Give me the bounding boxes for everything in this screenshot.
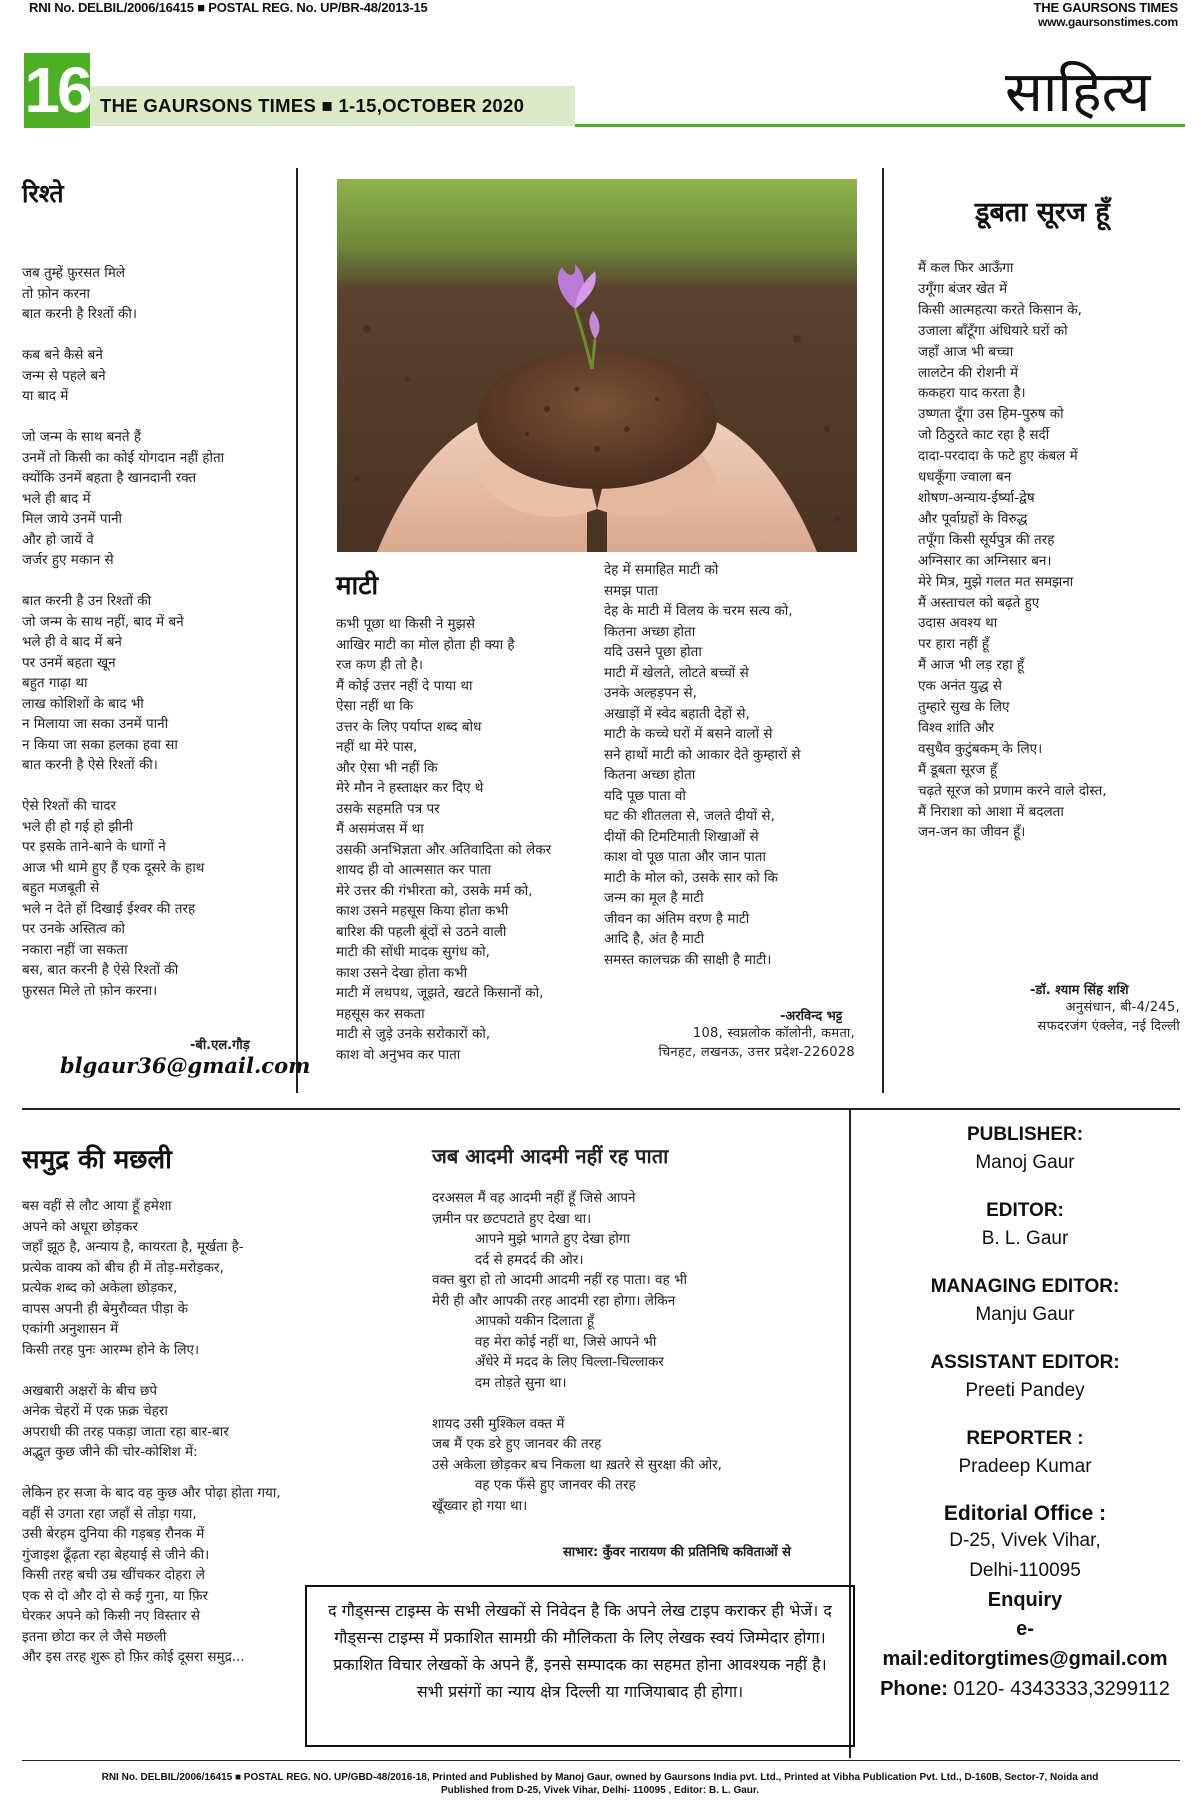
footer-divider [22, 1760, 1180, 1761]
author-doobta-sooraj: -डॉ. श्याम सिंह शशि [1030, 983, 1129, 998]
poem-aadmi: दरअसल मैं वह आदमी नहीं हूँ जिसे आपने ज़मीन पर छटपटाते हुए देखा था। आपने मुझे भागते हुए देखा होगा दर्द से हमदर्द की ओर। वक्त बुरा हो तो आदमी आदमी नहीं रह पाता। वह भी मेरी ही और आपकी तरह आदमी रहा होगा। लेकिन आपको यकीन दिलाता हूँ वह मेरा कोई नहीं था, जिसे आपने भी अँधेरे में मदद के लिए चिल्ला-चिल्लाकर दम तोड़ते सुना था। शायद उसी मुश्किल वक्त में जब मैं एक डरे हुए जानवर की तरह उसे अकेला छोड़कर बच निकला था ख़तरे से सुरक्षा की ओर, वह एक फँसे हुए जानवर की तरह खूँख्वार हो गया था। [432, 1190, 722, 1514]
website: www.gaursonstimes.com [1037, 15, 1178, 29]
author-maati: -अरविन्द भट्ट [780, 1009, 843, 1024]
contact-phone [880, 1674, 1170, 1704]
staff-name: Manju Gaur [975, 1304, 1075, 1325]
staff-name: Pradeep Kumar [958, 1456, 1092, 1477]
page-number: 16 [24, 54, 90, 126]
staff-box [880, 1123, 1170, 1704]
paper-name: THE GAURSONS TIMES [1033, 0, 1178, 15]
poem-maati-column-2: देह में समाहित माटी को समझ पाता देह के माटी में विलय के चरम सत्य को, कितना अच्छा होता यदि उसने पूछा होता माटी में खेलते, लोटते बच्चों से उनके अल्हड़पन से, अखाड़ों में स्वेद बहाती देहों से, माटी के कच्चे घरों में बसने वालों से सने हाथों माटी को आकार देते कुम्हारों से कितना अच्छा होता यदि पूछ पाता वो घट की शीतलता से, जलते दीयों से, दीयों की टिमटिमाती शिखाओं से काश वो पूछ पाता और जान पाता माटी के मोल को, उसके सार को कि जन्म का मूल है माटी जीवन का अंतिम वरण है माटी आदि है, अंत है माटी समस्त कालचक्र की साक्षी है माटी। [604, 562, 801, 968]
staff-role: PUBLISHER: [966, 1124, 1084, 1145]
soil-hands-photo [337, 179, 857, 552]
poem-machhli: बस वहीं से लौट आया हूँ हमेशा अपने को अधूरा छोड़कर जहाँ झूठ है, अन्याय है, कायरता है, मूर्खता है- प्रत्येक वाक्य को बीच ही में तोड़-मरोड़कर, प्रत्येक शब्द को अकेला छोड़कर, वापस अपनी ही बेमुरौव्वत पीड़ा के एकांगी अनुशासन में किसी तरह पुनः आरम्भ होने के लिए। अखबारी अक्षरों के बीच छपे अनेक चेहरों में एक फ़क्र चेहरा अपराधी की तरह पकड़ा जाता रहा बार-बार अद्भुत कुछ जीने की चोर-कोशिश में: लेकिन हर सजा के बाद वह कुछ और पोढ़ा होता गया, वहीं से उगता रहा जहाँ से तोड़ा गया, उसी बेरहम दुनिया की गड़बड़ रौनक में गुंजाइश ढूँढ़ता रहा बेहयाई से जीने की। किसी तरह बची उम्र खींचकर दोहरा ले एक से दो और दो से कई गुना, या फ़िर घेरकर अपने को किसी नए विस्तार से इतना छोटा कर ले जैसे मछली और इस तरह शुरू हो फ़िर कोई दूसरा समुद्र... [22, 1198, 281, 1665]
column-divider [882, 168, 884, 1093]
enquiry-heading: Enquiry [987, 1589, 1063, 1611]
author-email: blgaur36@gmail.com [60, 1053, 311, 1078]
staff-role: REPORTER : [966, 1428, 1084, 1449]
author-rishte: -बी.एल.गौड़ [190, 1038, 250, 1053]
column-divider [296, 168, 298, 1093]
poem-title-doobta-sooraj: डूबता सूरज हूँ [975, 197, 1110, 228]
poem-rishte: जब तुम्हें फ़ुरसत मिले तो फ़ोन करना बात करनी है रिश्तों की। कब बने कैसे बने जन्म से पहले बने या बाद में जो जन्म के साथ बनते हैं उनमें तो किसी का कोई योगदान नहीं होता क्योंकि उनमें बहता है खानदानी रक्त भले ही बाद में मिल जाये उनमें पानी और हो जायें वे जर्जर हुए मकान से बात करनी है उन रिश्तों की जो जन्म के साथ नहीं, बाद में बने भले ही वे बाद में बने पर उनमें बहता खून बहुत गाढ़ा था लाख कोशिशों के बाद भी न मिलाया जा सका उनमें पानी न किया जा सका हलका हवा सा बात करनी है ऐसे रिश्तों की। ऐसे रिश्तों की चादर भले ही हो गई हो झीनी पर इसके ताने-बाने के धागों ने आज भी थामे हुए हैं एक दूसरे के हाथ बहुत मजबूती से भले न देते हों दिखाई ईश्वर की तरह पर उनके अस्तित्व को नकारा नहीं जा सकता बस, बात करनी है ऐसे रिश्तों की फ़ुरसत मिले तो फ़ोन करना। [22, 265, 225, 999]
poem-title-aadmi: जब आदमी आदमी नहीं रह पाता [432, 1144, 669, 1168]
contact-email[interactable] [880, 1614, 1170, 1674]
author-address-maati: 108, स्वप्नलोक कॉलोनी, कमता, चिनहट, लखनऊ, उत्तर प्रदेश-226028 [658, 1026, 855, 1060]
print-imprint [30, 1771, 1170, 1797]
staff-name: Manoj Gaur [975, 1152, 1075, 1173]
poem-title-machhli: समुद्र की मछली [22, 1145, 172, 1175]
office-address-line: D-25, Vivek Vihar, [949, 1530, 1101, 1551]
masthead: THE GAURSONS TIMES ■ 1-15,OCTOBER 2020 [90, 86, 575, 126]
office-heading: Editorial Office : [943, 1502, 1107, 1525]
author-address-doobta: अनुसंधान, बी-4/245, सफदरजंग एंक्लेव, नई दिल्ली [1037, 1000, 1180, 1034]
staff-name: Preeti Pandey [965, 1380, 1085, 1401]
poem-title-maati: माटी [336, 571, 379, 601]
poem-credit: साभार: कुँवर नारायण की प्रतिनिधि कविताओं से [563, 1545, 791, 1560]
staff-name: B. L. Gaur [981, 1228, 1069, 1249]
section-title: साहित्य [1005, 60, 1151, 125]
section-divider [22, 1108, 1180, 1110]
poem-maati-column-1: कभी पूछा था किसी ने मुझसे आखिर माटी का मोल होता ही क्या है रज कण ही तो है। मैं कोई उत्तर नहीं दे पाया था ऐसा नहीं था कि उत्तर के लिए पर्याप्त शब्द बोध नहीं था मेरे पास, और ऐसा भी नहीं कि मेरे मौन ने हस्ताक्षर कर दिए थे उसके सहमति पत्र पर मैं असमंजस में था उसकी अनभिज्ञता और अतिवादिता को लेकर शायद ही वो आत्मसात कर पाता मेरे उत्तर की गंभीरता को, उसके मर्म को, काश उसने महसूस किया होता कभी बारिश की पहली बूंदों से उठने वाली माटी की सोंधी मादक सुगंध को, काश उसने देखा होता कभी माटी में लथपथ, जूझते, खटते किसानों को, महसूस कर सकता माटी से जुड़े उनके सरोकारों को, काश वो अनुभव कर पाता [336, 616, 552, 1063]
poem-title-rishte: रिश्ते [22, 179, 64, 208]
imprint-line: Published from D-25, Vivek Vihar, Delhi- 110095 , Editor: B. L. Gaur. [440, 1785, 760, 1796]
staff-role: ASSISTANT EDITOR: [930, 1352, 1120, 1373]
contact-email-text: e-mail:editorgtimes@gmail.com [882, 1618, 1168, 1670]
imprint-line: RNI No. DELBIL/2006/16415 ■ POSTAL REG. NO. UP/GBD-48/2016-18, Printed and Published by Manoj Gaur, owned by Gaursons India pvt. Ltd., Printed at Vibha Publication Pvt. Ltd., D-160B, Sector-7, Noida and [101, 1772, 1099, 1783]
staff-role: EDITOR: [986, 1200, 1064, 1221]
staff-role: MANAGING EDITOR: [930, 1276, 1120, 1297]
office-address-line: Delhi-110095 [969, 1560, 1081, 1581]
contributor-notice: द गौड्सन्स टाइम्स के सभी लेखकों से निवेदन है कि अपने लेख टाइप कराकर ही भेजें। द गौड्सन्स टाइम्स में प्रकाशित सामग्री की मौलिकता के लिए लेखक स्वयं जिम्मेदार होगा। प्रकाशित विचार लेखकों के अपने हैं, इनसे सम्पादक का सहमत होना आवश्यक नहीं है। सभी प्रसंगों का न्याय क्षेत्र दिल्ली या गाजियाबाद ही होगा। [305, 1585, 855, 1747]
phone-label: Phone: [880, 1678, 948, 1700]
registration-line: RNI No. DELBIL/2006/16415 ■ POSTAL REG. No. UP/BR-48/2013-15 [29, 0, 428, 15]
paper-name-top [818, 0, 1178, 29]
phone-number: 0120- 4343333,3299112 [947, 1678, 1170, 1700]
poem-doobta-sooraj: मैं कल फिर आऊँगा उगूँगा बंजर खेत में किसी आत्महत्या करते किसान के, उजाला बाँटूँगा अंधियारे घरों को जहाँ आज भी बच्चा लालटेन की रोशनी में ककहरा याद करता है। उष्णता दूँगा उस हिम-पुरुष को जो ठिठुरते काट रहा है सर्दी दादा-परदादा के फटे हुए कंबल में धधकूँगा ज्वाला बन शोषण-अन्याय-ईर्ष्या-द्वेष और पूर्वाग्रहों के विरुद्ध तपूँगा किसी सूर्यपुत्र की तरह अग्निसार का अग्निसार बन। मेरे मित्र, मुझे गलत मत समझना मैं अस्ताचल को बढ़ते हुए उदास अवश्य था पर हारा नहीं हूँ मैं आज भी लड़ रहा हूँ एक अनंत युद्ध से तुम्हारे सुख के लिए विश्व शांति और वसुधैव कुटुंबकम् के लिए। मैं डूबता सूरज हूँ चढ़ते सूरज को प्रणाम करने वाले दोस्त, मैं निराशा को आशा में बदलता जन-जन का जीवन हूँ। [918, 260, 1107, 841]
